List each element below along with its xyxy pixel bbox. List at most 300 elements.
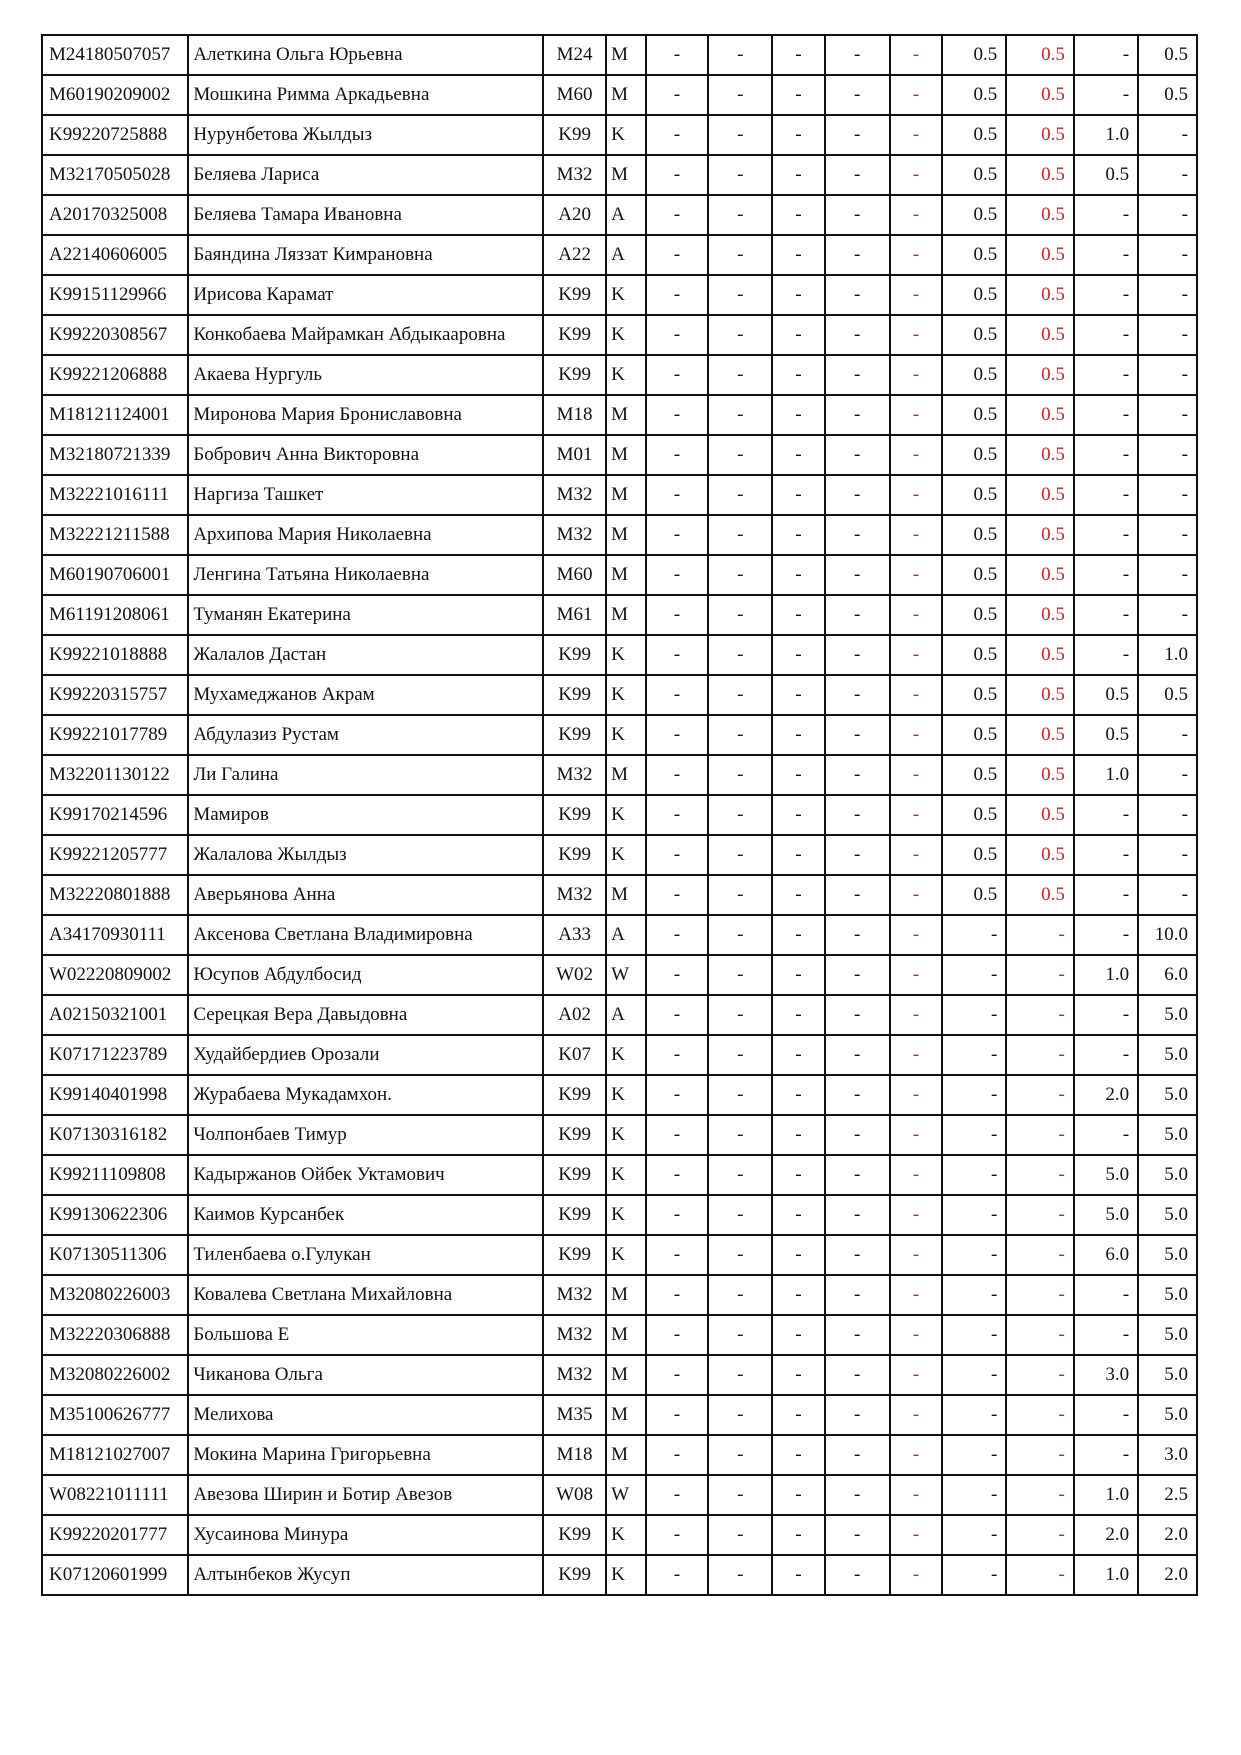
score-6-cell: 0.5 (942, 355, 1006, 395)
score-9-cell: 5.0 (1138, 1035, 1197, 1075)
score-4-cell: - (825, 755, 890, 795)
score-8-cell: - (1074, 395, 1138, 435)
table-row (42, 1035, 1197, 1075)
score-8-cell: - (1074, 795, 1138, 835)
score-5-cell: - (890, 1075, 942, 1115)
score-5-cell: - (890, 1475, 942, 1515)
score-4-cell: - (825, 955, 890, 995)
score-4-cell: - (825, 155, 890, 195)
score-3-cell: - (772, 1515, 824, 1555)
table-row (42, 115, 1197, 155)
score-6-cell: 0.5 (942, 435, 1006, 475)
group-code-cell: M32 (543, 875, 606, 915)
score-9-cell: 2.5 (1138, 1475, 1197, 1515)
score-8-cell: - (1074, 195, 1138, 235)
score-2-cell: - (708, 1475, 772, 1515)
category-cell: M (606, 1275, 646, 1315)
member-id-cell: K99211109808 (42, 1155, 188, 1195)
score-6-cell: - (942, 1035, 1006, 1075)
score-5-cell: - (890, 1275, 942, 1315)
score-3-cell: - (772, 315, 824, 355)
table-row (42, 1355, 1197, 1395)
score-9-cell: 5.0 (1138, 1115, 1197, 1155)
table-row (42, 315, 1197, 355)
score-1-cell: - (646, 1395, 708, 1435)
member-name-cell: Чиканова Ольга (188, 1355, 543, 1395)
member-id-cell: K99220315757 (42, 675, 188, 715)
score-4-cell: - (825, 1155, 890, 1195)
score-2-cell: - (708, 875, 772, 915)
group-code-cell: M32 (543, 515, 606, 555)
score-3-cell: - (772, 875, 824, 915)
score-9-cell: 5.0 (1138, 1075, 1197, 1115)
score-7-cell: 0.5 (1006, 275, 1074, 315)
score-8-cell: - (1074, 1435, 1138, 1475)
score-6-cell: - (942, 1555, 1006, 1595)
score-5-cell: - (890, 1195, 942, 1235)
score-8-cell: - (1074, 355, 1138, 395)
score-8-cell: - (1074, 235, 1138, 275)
score-3-cell: - (772, 1235, 824, 1275)
score-8-cell: - (1074, 1275, 1138, 1315)
table-row (42, 235, 1197, 275)
score-8-cell: - (1074, 1115, 1138, 1155)
score-4-cell: - (825, 795, 890, 835)
score-2-cell: - (708, 195, 772, 235)
score-9-cell: - (1138, 435, 1197, 475)
score-9-cell: 5.0 (1138, 1395, 1197, 1435)
table-row (42, 755, 1197, 795)
score-6-cell: - (942, 1435, 1006, 1475)
score-7-cell: 0.5 (1006, 155, 1074, 195)
score-8-cell: 0.5 (1074, 715, 1138, 755)
score-7-cell: - (1006, 1035, 1074, 1075)
score-5-cell: - (890, 635, 942, 675)
member-name-cell: Хусаинова Минура (188, 1515, 543, 1555)
group-code-cell: M24 (543, 35, 606, 75)
score-2-cell: - (708, 35, 772, 75)
score-8-cell: - (1074, 315, 1138, 355)
score-6-cell: - (942, 1315, 1006, 1355)
score-9-cell: 5.0 (1138, 995, 1197, 1035)
score-1-cell: - (646, 795, 708, 835)
category-cell: K (606, 275, 646, 315)
group-code-cell: K99 (543, 635, 606, 675)
member-name-cell: Аверьянова Анна (188, 875, 543, 915)
score-4-cell: - (825, 235, 890, 275)
member-name-cell: Кадыржанов Ойбек Уктамович (188, 1155, 543, 1195)
score-5-cell: - (890, 275, 942, 315)
group-code-cell: M01 (543, 435, 606, 475)
group-code-cell: A33 (543, 915, 606, 955)
score-1-cell: - (646, 75, 708, 115)
score-8-cell: 0.5 (1074, 675, 1138, 715)
category-cell: K (606, 1555, 646, 1595)
score-9-cell: - (1138, 275, 1197, 315)
member-id-cell: K99170214596 (42, 795, 188, 835)
score-1-cell: - (646, 1515, 708, 1555)
member-id-cell: M32180721339 (42, 435, 188, 475)
group-code-cell: M32 (543, 755, 606, 795)
score-7-cell: - (1006, 1275, 1074, 1315)
score-5-cell: - (890, 1035, 942, 1075)
member-id-cell: K99151129966 (42, 275, 188, 315)
score-5-cell: - (890, 1115, 942, 1155)
category-cell: M (606, 75, 646, 115)
member-name-cell: Беляева Тамара Ивановна (188, 195, 543, 235)
member-name-cell: Мелихова (188, 1395, 543, 1435)
table-row (42, 355, 1197, 395)
score-5-cell: - (890, 1155, 942, 1195)
score-3-cell: - (772, 995, 824, 1035)
score-2-cell: - (708, 515, 772, 555)
score-5-cell: - (890, 1555, 942, 1595)
score-1-cell: - (646, 1435, 708, 1475)
score-6-cell: - (942, 1275, 1006, 1315)
score-5-cell: - (890, 795, 942, 835)
member-id-cell: M60190706001 (42, 555, 188, 595)
member-id-cell: K99220308567 (42, 315, 188, 355)
score-2-cell: - (708, 1035, 772, 1075)
table-row (42, 1475, 1197, 1515)
member-id-cell: M18121027007 (42, 1435, 188, 1475)
group-code-cell: M35 (543, 1395, 606, 1435)
member-name-cell: Наргиза Ташкет (188, 475, 543, 515)
member-id-cell: K07171223789 (42, 1035, 188, 1075)
category-cell: M (606, 1315, 646, 1355)
member-id-cell: M32080226003 (42, 1275, 188, 1315)
score-7-cell: - (1006, 1555, 1074, 1595)
score-2-cell: - (708, 595, 772, 635)
score-7-cell: 0.5 (1006, 555, 1074, 595)
score-7-cell: 0.5 (1006, 475, 1074, 515)
member-name-cell: Миронова Мария Брониславовна (188, 395, 543, 435)
score-6-cell: 0.5 (942, 515, 1006, 555)
score-8-cell: - (1074, 595, 1138, 635)
score-2-cell: - (708, 1395, 772, 1435)
score-5-cell: - (890, 1515, 942, 1555)
score-9-cell: 0.5 (1138, 675, 1197, 715)
score-2-cell: - (708, 235, 772, 275)
member-id-cell: M60190209002 (42, 75, 188, 115)
category-cell: K (606, 1155, 646, 1195)
score-4-cell: - (825, 875, 890, 915)
member-id-cell: M61191208061 (42, 595, 188, 635)
category-cell: K (606, 355, 646, 395)
score-1-cell: - (646, 755, 708, 795)
score-2-cell: - (708, 835, 772, 875)
score-7-cell: 0.5 (1006, 235, 1074, 275)
score-8-cell: - (1074, 995, 1138, 1035)
score-1-cell: - (646, 1555, 708, 1595)
category-cell: K (606, 1075, 646, 1115)
table-row (42, 555, 1197, 595)
score-6-cell: 0.5 (942, 315, 1006, 355)
score-5-cell: - (890, 715, 942, 755)
member-name-cell: Журабаева Мукадамхон. (188, 1075, 543, 1115)
score-9-cell: 2.0 (1138, 1555, 1197, 1595)
group-code-cell: K99 (543, 1115, 606, 1155)
table-row (42, 1195, 1197, 1235)
score-7-cell: 0.5 (1006, 195, 1074, 235)
member-name-cell: Жалалов Дастан (188, 635, 543, 675)
score-1-cell: - (646, 555, 708, 595)
score-4-cell: - (825, 315, 890, 355)
score-3-cell: - (772, 1275, 824, 1315)
category-cell: M (606, 35, 646, 75)
category-cell: M (606, 555, 646, 595)
group-code-cell: K99 (543, 1555, 606, 1595)
category-cell: M (606, 595, 646, 635)
score-1-cell: - (646, 115, 708, 155)
score-7-cell: 0.5 (1006, 875, 1074, 915)
score-1-cell: - (646, 955, 708, 995)
score-3-cell: - (772, 795, 824, 835)
score-1-cell: - (646, 395, 708, 435)
member-id-cell: K07130511306 (42, 1235, 188, 1275)
score-5-cell: - (890, 115, 942, 155)
score-7-cell: - (1006, 995, 1074, 1035)
table-row (42, 395, 1197, 435)
score-2-cell: - (708, 155, 772, 195)
category-cell: K (606, 1195, 646, 1235)
score-3-cell: - (772, 235, 824, 275)
score-6-cell: 0.5 (942, 35, 1006, 75)
score-3-cell: - (772, 675, 824, 715)
group-code-cell: K99 (543, 115, 606, 155)
table-row (42, 1235, 1197, 1275)
score-8-cell: - (1074, 435, 1138, 475)
group-code-cell: M18 (543, 395, 606, 435)
score-8-cell: - (1074, 475, 1138, 515)
score-4-cell: - (825, 1115, 890, 1155)
member-id-cell: M32080226002 (42, 1355, 188, 1395)
score-1-cell: - (646, 515, 708, 555)
member-id-cell: K99140401998 (42, 1075, 188, 1115)
score-8-cell: 2.0 (1074, 1515, 1138, 1555)
group-code-cell: K99 (543, 715, 606, 755)
score-6-cell: 0.5 (942, 395, 1006, 435)
member-name-cell: Серецкая Вера Давыдовна (188, 995, 543, 1035)
score-9-cell: 0.5 (1138, 75, 1197, 115)
score-5-cell: - (890, 995, 942, 1035)
category-cell: K (606, 1115, 646, 1155)
score-5-cell: - (890, 395, 942, 435)
score-1-cell: - (646, 155, 708, 195)
table-row (42, 635, 1197, 675)
score-7-cell: 0.5 (1006, 715, 1074, 755)
score-3-cell: - (772, 1355, 824, 1395)
score-5-cell: - (890, 1435, 942, 1475)
score-2-cell: - (708, 915, 772, 955)
score-2-cell: - (708, 635, 772, 675)
group-code-cell: A20 (543, 195, 606, 235)
score-3-cell: - (772, 195, 824, 235)
score-7-cell: - (1006, 1195, 1074, 1235)
group-code-cell: A02 (543, 995, 606, 1035)
category-cell: A (606, 915, 646, 955)
score-9-cell: - (1138, 195, 1197, 235)
score-8-cell: 5.0 (1074, 1155, 1138, 1195)
score-2-cell: - (708, 1275, 772, 1315)
score-9-cell: - (1138, 795, 1197, 835)
score-4-cell: - (825, 275, 890, 315)
category-cell: M (606, 1355, 646, 1395)
group-code-cell: M32 (543, 1275, 606, 1315)
score-6-cell: - (942, 955, 1006, 995)
score-3-cell: - (772, 1195, 824, 1235)
member-id-cell: K99221206888 (42, 355, 188, 395)
score-8-cell: 1.0 (1074, 955, 1138, 995)
score-5-cell: - (890, 75, 942, 115)
score-4-cell: - (825, 1035, 890, 1075)
table-row (42, 1435, 1197, 1475)
member-name-cell: Конкобаева Майрамкан Абдыкааровна (188, 315, 543, 355)
score-3-cell: - (772, 1395, 824, 1435)
score-3-cell: - (772, 1315, 824, 1355)
score-9-cell: - (1138, 115, 1197, 155)
score-7-cell: 0.5 (1006, 675, 1074, 715)
score-6-cell: - (942, 1475, 1006, 1515)
score-4-cell: - (825, 1235, 890, 1275)
score-1-cell: - (646, 235, 708, 275)
score-8-cell: - (1074, 35, 1138, 75)
score-9-cell: 5.0 (1138, 1315, 1197, 1355)
score-8-cell: 1.0 (1074, 115, 1138, 155)
group-code-cell: M32 (543, 155, 606, 195)
member-name-cell: Тиленбаева о.Гулукан (188, 1235, 543, 1275)
score-5-cell: - (890, 755, 942, 795)
score-6-cell: - (942, 1355, 1006, 1395)
score-3-cell: - (772, 435, 824, 475)
score-4-cell: - (825, 1355, 890, 1395)
table-row (42, 1315, 1197, 1355)
score-1-cell: - (646, 1115, 708, 1155)
score-1-cell: - (646, 435, 708, 475)
score-3-cell: - (772, 635, 824, 675)
score-9-cell: 5.0 (1138, 1275, 1197, 1315)
score-7-cell: 0.5 (1006, 755, 1074, 795)
score-1-cell: - (646, 1275, 708, 1315)
score-1-cell: - (646, 35, 708, 75)
score-7-cell: 0.5 (1006, 835, 1074, 875)
score-6-cell: 0.5 (942, 755, 1006, 795)
member-id-cell: A22140606005 (42, 235, 188, 275)
score-2-cell: - (708, 795, 772, 835)
table-row (42, 1275, 1197, 1315)
score-8-cell: - (1074, 1035, 1138, 1075)
score-1-cell: - (646, 475, 708, 515)
score-1-cell: - (646, 915, 708, 955)
member-id-cell: M32170505028 (42, 155, 188, 195)
score-2-cell: - (708, 435, 772, 475)
score-3-cell: - (772, 1435, 824, 1475)
category-cell: K (606, 1035, 646, 1075)
category-cell: M (606, 515, 646, 555)
score-7-cell: 0.5 (1006, 795, 1074, 835)
score-9-cell: - (1138, 755, 1197, 795)
score-8-cell: - (1074, 915, 1138, 955)
score-2-cell: - (708, 395, 772, 435)
score-7-cell: - (1006, 955, 1074, 995)
score-8-cell: - (1074, 275, 1138, 315)
member-id-cell: M32201130122 (42, 755, 188, 795)
member-id-cell: M32221211588 (42, 515, 188, 555)
member-name-cell: Ковалева Светлана Михайловна (188, 1275, 543, 1315)
score-9-cell: 5.0 (1138, 1155, 1197, 1195)
score-6-cell: 0.5 (942, 675, 1006, 715)
score-7-cell: - (1006, 1395, 1074, 1435)
score-7-cell: - (1006, 1515, 1074, 1555)
score-2-cell: - (708, 1195, 772, 1235)
score-4-cell: - (825, 1195, 890, 1235)
score-9-cell: - (1138, 515, 1197, 555)
score-7-cell: 0.5 (1006, 435, 1074, 475)
score-7-cell: - (1006, 1435, 1074, 1475)
group-code-cell: M32 (543, 1315, 606, 1355)
score-7-cell: 0.5 (1006, 75, 1074, 115)
group-code-cell: W02 (543, 955, 606, 995)
score-5-cell: - (890, 195, 942, 235)
score-9-cell: - (1138, 875, 1197, 915)
member-id-cell: M32221016111 (42, 475, 188, 515)
score-9-cell: - (1138, 475, 1197, 515)
score-5-cell: - (890, 1235, 942, 1275)
score-6-cell: 0.5 (942, 275, 1006, 315)
table-row (42, 595, 1197, 635)
score-9-cell: 5.0 (1138, 1235, 1197, 1275)
table-row (42, 1515, 1197, 1555)
score-9-cell: - (1138, 355, 1197, 395)
score-1-cell: - (646, 1075, 708, 1115)
score-8-cell: - (1074, 515, 1138, 555)
score-2-cell: - (708, 755, 772, 795)
score-1-cell: - (646, 715, 708, 755)
score-6-cell: 0.5 (942, 875, 1006, 915)
score-2-cell: - (708, 1355, 772, 1395)
score-9-cell: - (1138, 155, 1197, 195)
score-7-cell: 0.5 (1006, 595, 1074, 635)
score-1-cell: - (646, 195, 708, 235)
group-code-cell: K99 (543, 835, 606, 875)
score-5-cell: - (890, 875, 942, 915)
score-9-cell: 6.0 (1138, 955, 1197, 995)
group-code-cell: K99 (543, 355, 606, 395)
category-cell: K (606, 115, 646, 155)
score-3-cell: - (772, 955, 824, 995)
score-1-cell: - (646, 635, 708, 675)
score-3-cell: - (772, 395, 824, 435)
member-name-cell: Мухамеджанов Акрам (188, 675, 543, 715)
table-row (42, 995, 1197, 1035)
member-id-cell: A34170930111 (42, 915, 188, 955)
score-7-cell: - (1006, 1355, 1074, 1395)
score-5-cell: - (890, 35, 942, 75)
score-9-cell: 0.5 (1138, 35, 1197, 75)
category-cell: M (606, 755, 646, 795)
score-4-cell: - (825, 395, 890, 435)
member-name-cell: Каимов Курсанбек (188, 1195, 543, 1235)
group-code-cell: M60 (543, 75, 606, 115)
score-5-cell: - (890, 555, 942, 595)
score-3-cell: - (772, 555, 824, 595)
category-cell: A (606, 195, 646, 235)
table-row (42, 875, 1197, 915)
group-code-cell: K99 (543, 1235, 606, 1275)
member-name-cell: Беляева Лариса (188, 155, 543, 195)
category-cell: K (606, 795, 646, 835)
score-9-cell: - (1138, 315, 1197, 355)
